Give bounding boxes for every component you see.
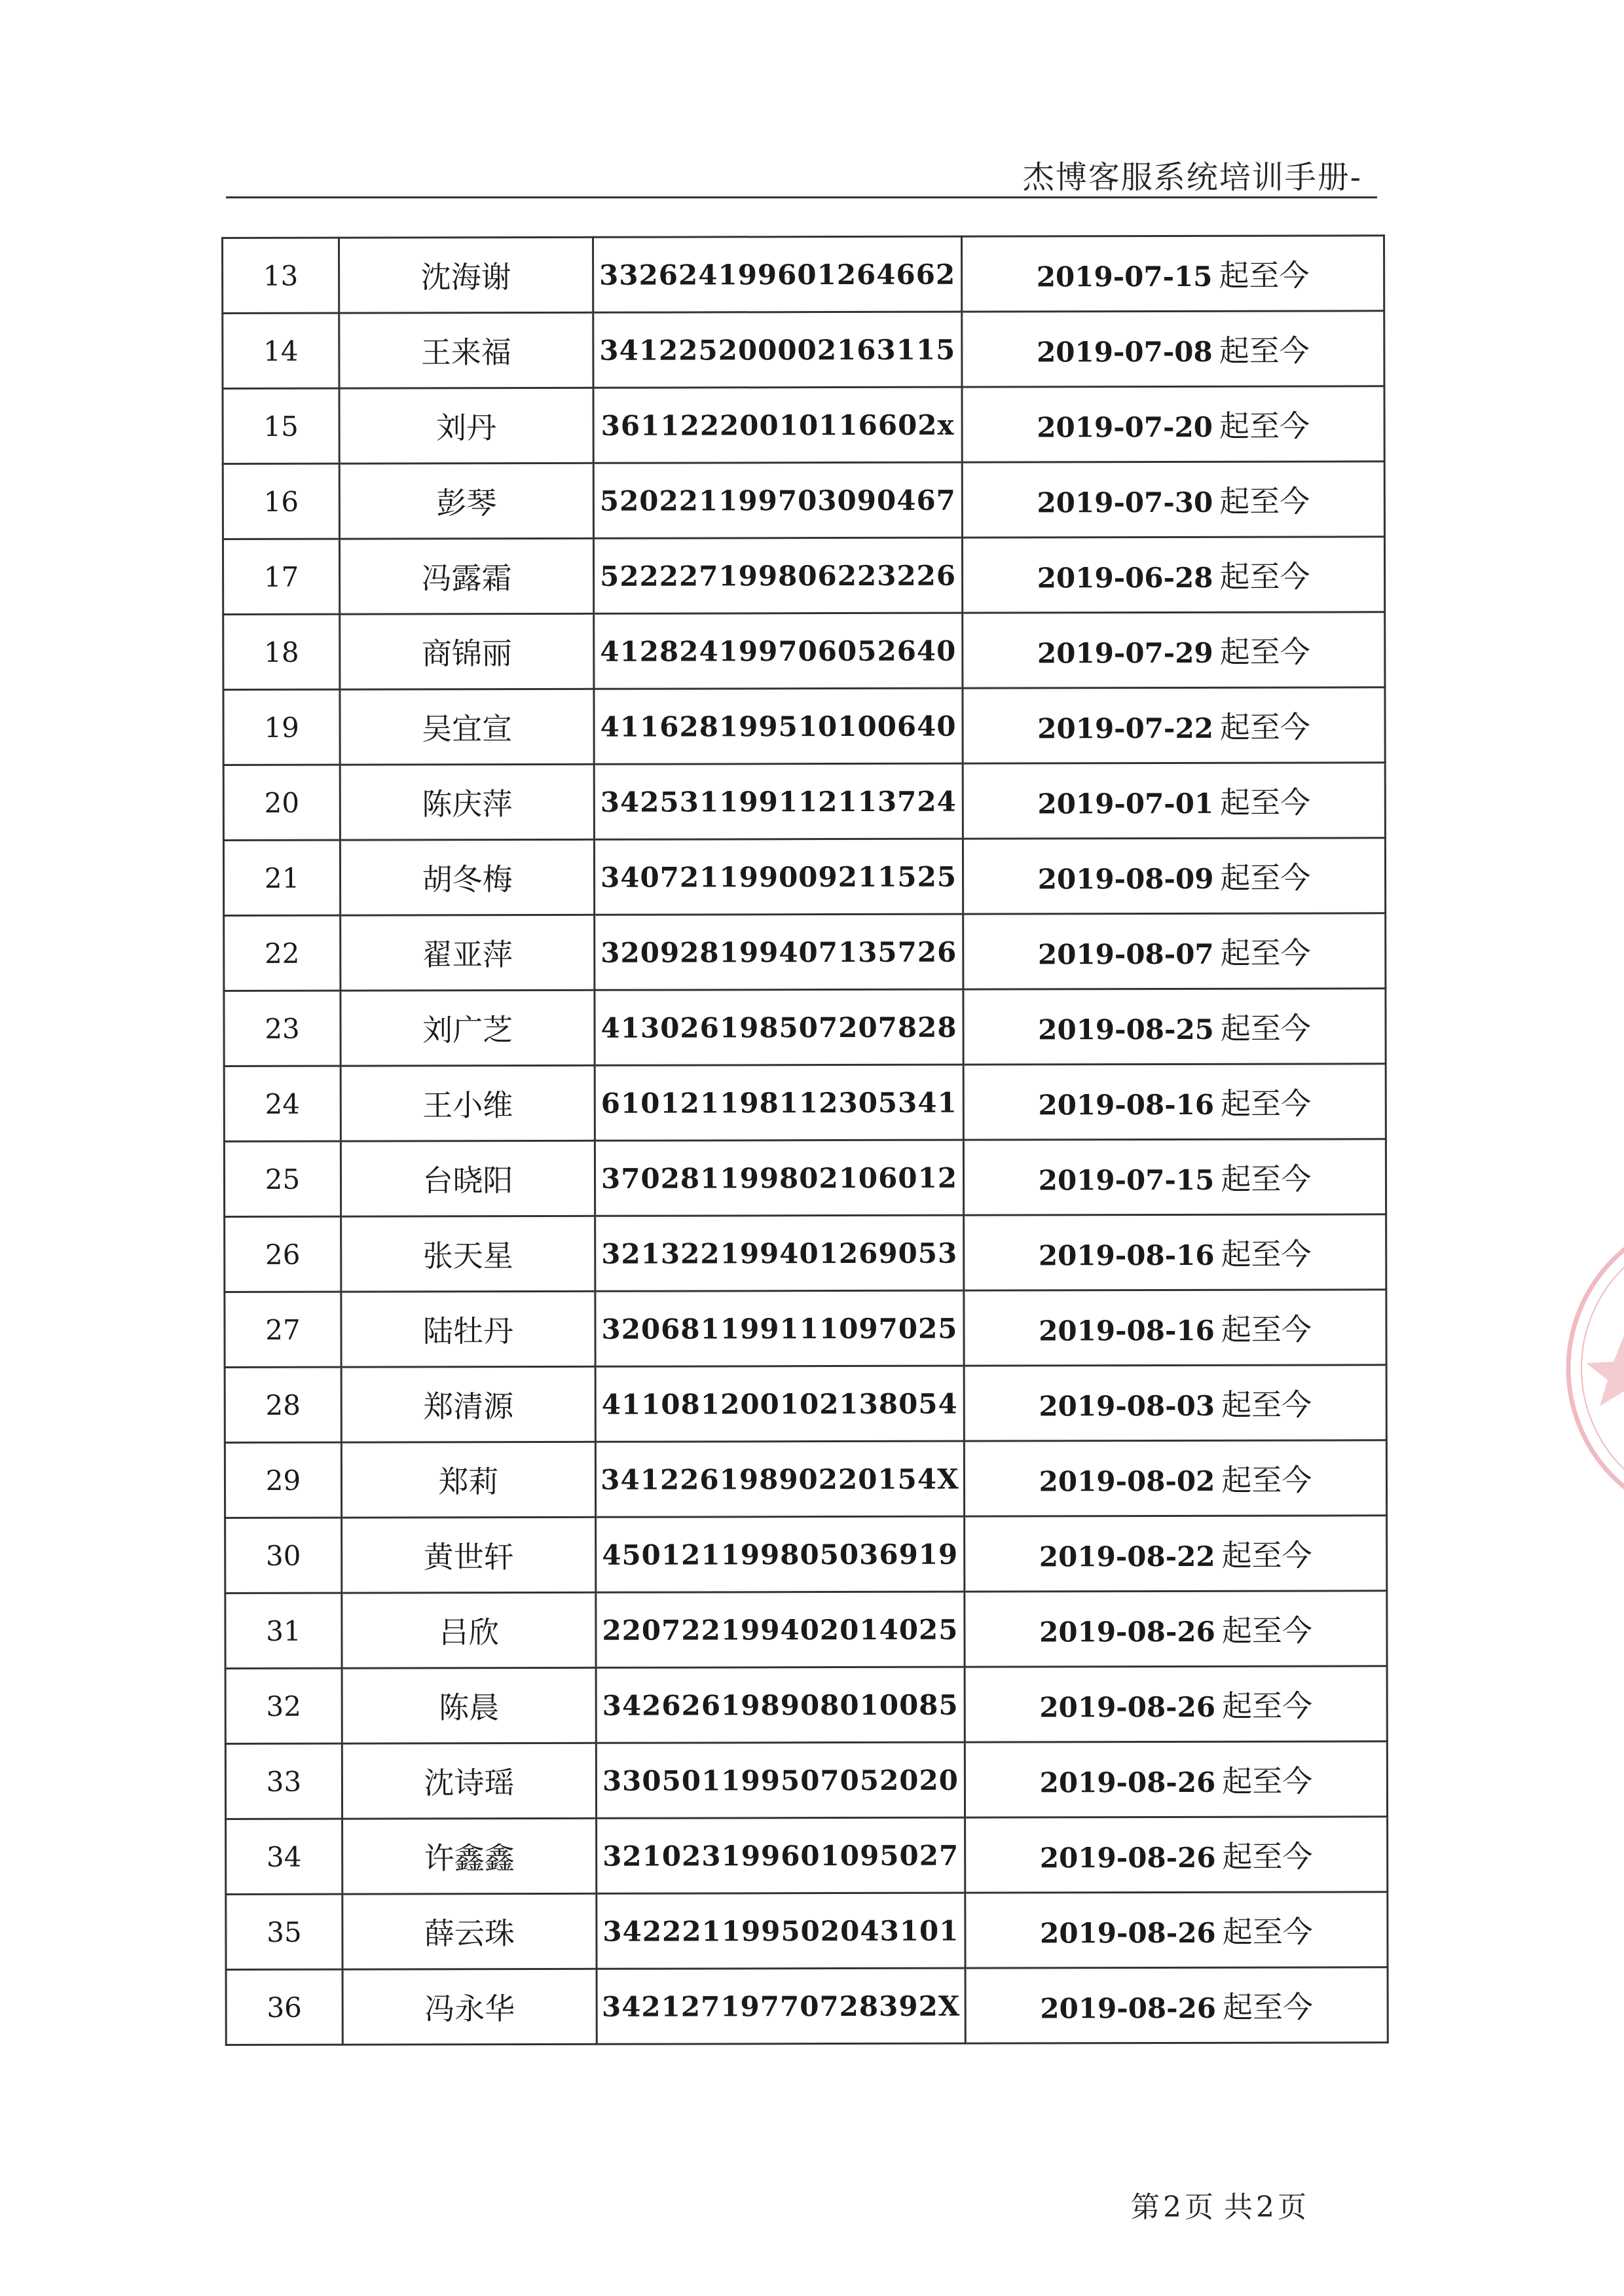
- id-number: 411628199510100640: [594, 688, 963, 764]
- employee-name: 沈诗瑶: [342, 1743, 596, 1819]
- employment-period: [965, 1967, 1388, 2043]
- start-date: 2019-08-22: [1039, 1540, 1215, 1573]
- row-number: 13: [223, 238, 339, 313]
- table-row: [224, 1064, 1386, 1142]
- employee-name: 刘广芝: [341, 990, 595, 1066]
- table-row: [225, 1290, 1386, 1368]
- row-number: 18: [223, 614, 340, 689]
- row-number: 33: [225, 1743, 342, 1819]
- table-row: [226, 1892, 1388, 1970]
- start-date: 2019-06-28: [1037, 561, 1213, 594]
- table-row: [223, 838, 1385, 916]
- employee-name: 胡冬梅: [340, 839, 594, 915]
- employee-name: 吕欣: [342, 1592, 596, 1668]
- table-row: [225, 1516, 1387, 1594]
- page-current: 2: [1163, 2191, 1182, 2224]
- date-suffix: 起至今: [1219, 257, 1310, 293]
- id-number: 520221199703090467: [593, 462, 962, 538]
- employment-period: [965, 1666, 1387, 1742]
- start-date: 2019-07-15: [1038, 1163, 1215, 1197]
- id-number: 342531199112113724: [594, 763, 963, 839]
- date-suffix: 起至今: [1222, 1838, 1313, 1874]
- id-number: 412824199706052640: [594, 613, 963, 689]
- employee-name: 张天星: [341, 1216, 595, 1292]
- date-suffix: 起至今: [1220, 784, 1311, 820]
- date-suffix: 起至今: [1222, 1989, 1314, 2025]
- employee-name: 冯露霜: [339, 538, 593, 614]
- employee-name: 王小维: [341, 1065, 595, 1141]
- id-number: 321322199401269053: [595, 1215, 964, 1291]
- start-date: 2019-07-01: [1037, 787, 1214, 820]
- start-date: 2019-08-25: [1038, 1013, 1214, 1046]
- start-date: 2019-08-26: [1039, 1766, 1216, 1799]
- id-number: 342626198908010085: [596, 1667, 965, 1743]
- table-row: [224, 1139, 1386, 1217]
- employment-period: [965, 1591, 1387, 1667]
- date-suffix: 起至今: [1220, 935, 1311, 971]
- table-row: [225, 1214, 1386, 1292]
- page-prefix: 第: [1131, 2191, 1160, 2224]
- start-date: 2019-07-30: [1037, 486, 1213, 519]
- id-number: 450121199805036919: [596, 1516, 965, 1592]
- table-row: [226, 1817, 1388, 1895]
- employee-name: 陆牡丹: [341, 1291, 595, 1367]
- employment-period: [962, 311, 1384, 387]
- start-date: 2019-08-07: [1037, 938, 1214, 971]
- id-number: 332624199601264662: [593, 236, 962, 312]
- table-row: [225, 1741, 1387, 1819]
- page-mid: 页 共: [1185, 2191, 1253, 2224]
- employee-name: 冯永华: [342, 1969, 597, 2045]
- date-suffix: 起至今: [1219, 483, 1310, 519]
- id-number: 36112220010116602x: [593, 387, 962, 463]
- date-suffix: 起至今: [1219, 408, 1310, 444]
- employee-name: 薛云珠: [342, 1893, 597, 1969]
- row-number: 30: [225, 1518, 342, 1593]
- page-suffix: 页: [1278, 2191, 1307, 2224]
- employee-name: 刘丹: [339, 388, 593, 464]
- employee-name: 许鑫鑫: [342, 1818, 597, 1894]
- start-date: 2019-08-26: [1039, 1615, 1215, 1649]
- id-number: 330501199507052020: [596, 1742, 965, 1818]
- table-row: [225, 1440, 1386, 1518]
- id-number: 320928199407135726: [595, 914, 963, 990]
- employment-period: [962, 236, 1384, 312]
- table-row: [223, 462, 1384, 539]
- employment-period: [965, 1817, 1388, 1893]
- date-suffix: 起至今: [1219, 558, 1310, 594]
- id-number: 610121198112305341: [595, 1065, 963, 1140]
- employee-name: 王来福: [339, 312, 593, 388]
- employment-period: [962, 462, 1384, 538]
- employment-period: [963, 913, 1386, 989]
- company-seal-stamp: [1526, 1198, 1624, 1539]
- id-number: 342221199502043101: [597, 1893, 965, 1969]
- row-number: 15: [223, 388, 339, 464]
- date-suffix: 起至今: [1221, 1537, 1312, 1573]
- row-number: 21: [223, 840, 340, 915]
- start-date: 2019-08-03: [1039, 1389, 1215, 1423]
- table-row: [225, 1365, 1386, 1443]
- date-suffix: 起至今: [1222, 1914, 1313, 1950]
- header-divider: [226, 196, 1377, 198]
- table-row: [223, 311, 1384, 389]
- id-number: 34122619890220154X: [595, 1441, 964, 1517]
- id-number: 413026198507207828: [595, 989, 963, 1065]
- date-suffix: 起至今: [1219, 709, 1310, 745]
- start-date: 2019-08-26: [1039, 1690, 1216, 1724]
- id-number: 340721199009211525: [594, 839, 963, 915]
- start-date: 2019-07-20: [1037, 410, 1213, 444]
- row-number: 28: [225, 1367, 341, 1442]
- table-row: [224, 913, 1386, 991]
- table-row: [223, 687, 1385, 765]
- date-suffix: 起至今: [1221, 1161, 1312, 1197]
- id-number: 522227199806223226: [593, 538, 962, 613]
- row-number: 31: [225, 1593, 342, 1668]
- start-date: 2019-07-22: [1037, 712, 1213, 745]
- page-number: [1130, 2183, 1308, 2225]
- start-date: 2019-08-16: [1038, 1088, 1215, 1121]
- employment-period: [964, 1214, 1386, 1290]
- employment-period: [964, 1440, 1386, 1516]
- employment-period: [965, 1892, 1388, 1968]
- row-number: 22: [224, 915, 341, 991]
- date-suffix: 起至今: [1220, 860, 1311, 896]
- employee-name: 商锦丽: [340, 613, 594, 689]
- table-row: [223, 612, 1385, 690]
- id-number: 220722199402014025: [596, 1592, 965, 1667]
- id-number: 34212719770728392X: [597, 1968, 965, 2044]
- employee-name: 吴宜宣: [340, 689, 594, 765]
- seal-star: [1586, 1336, 1624, 1406]
- employment-period: [963, 989, 1386, 1065]
- row-number: 23: [224, 991, 341, 1066]
- start-date: 2019-08-16: [1038, 1239, 1215, 1272]
- row-number: 32: [225, 1668, 342, 1743]
- start-date: 2019-08-02: [1039, 1465, 1215, 1498]
- start-date: 2019-08-26: [1040, 1916, 1216, 1950]
- employee-name: 郑清源: [341, 1366, 595, 1442]
- employee-name: 陈晨: [342, 1667, 596, 1743]
- table-row: [225, 1591, 1387, 1669]
- employee-name: 台晓阳: [341, 1140, 595, 1216]
- id-number: 341225200002163115: [593, 312, 962, 388]
- date-suffix: 起至今: [1219, 333, 1310, 369]
- employment-period: [964, 1290, 1386, 1366]
- employee-name: 黄世轩: [342, 1517, 596, 1593]
- employment-period: [962, 537, 1384, 613]
- date-suffix: 起至今: [1222, 1763, 1313, 1799]
- date-suffix: 起至今: [1221, 1311, 1312, 1347]
- date-suffix: 起至今: [1221, 1688, 1313, 1724]
- start-date: 2019-07-15: [1036, 260, 1213, 293]
- date-suffix: 起至今: [1221, 1387, 1312, 1423]
- employee-name: 彭琴: [339, 463, 593, 539]
- employee-name: 沈海谢: [339, 237, 593, 313]
- employment-period: [962, 386, 1384, 462]
- employment-period: [965, 1741, 1387, 1817]
- table-row: [224, 989, 1386, 1066]
- row-number: 36: [226, 1969, 342, 2045]
- employment-period: [964, 1365, 1386, 1441]
- row-number: 24: [224, 1066, 341, 1141]
- employee-name: 郑莉: [341, 1442, 595, 1518]
- date-suffix: 起至今: [1221, 1462, 1312, 1498]
- date-suffix: 起至今: [1221, 1236, 1312, 1272]
- row-number: 27: [225, 1292, 341, 1367]
- id-number: 411081200102138054: [595, 1366, 964, 1442]
- row-number: 34: [226, 1819, 342, 1894]
- employment-period: [963, 1064, 1386, 1140]
- table-row: [226, 1967, 1388, 2045]
- document-header-title: 杰博客服系统培训手册-: [1022, 159, 1362, 196]
- row-number: 25: [224, 1141, 341, 1216]
- id-number: 370281199802106012: [595, 1140, 963, 1216]
- employment-period: [965, 1516, 1387, 1592]
- row-number: 17: [223, 539, 339, 614]
- date-suffix: 起至今: [1221, 1085, 1312, 1121]
- employment-period: [963, 687, 1385, 763]
- start-date: 2019-08-09: [1037, 862, 1214, 896]
- employment-period: [963, 763, 1385, 839]
- row-number: 16: [223, 464, 339, 539]
- row-number: 19: [223, 689, 340, 765]
- employee-name: 翟亚萍: [341, 915, 595, 991]
- start-date: 2019-07-08: [1036, 335, 1213, 369]
- date-suffix: 起至今: [1219, 634, 1310, 670]
- start-date: 2019-08-16: [1039, 1314, 1215, 1347]
- employment-period: [963, 612, 1385, 688]
- start-date: 2019-08-26: [1040, 1992, 1217, 2025]
- employee-table: [221, 234, 1389, 2046]
- id-number: 321023199601095027: [597, 1817, 965, 1893]
- row-number: 35: [226, 1894, 342, 1969]
- table-row: [225, 1666, 1387, 1744]
- row-number: 26: [225, 1216, 341, 1292]
- row-number: 29: [225, 1442, 341, 1518]
- id-number: 320681199111097025: [595, 1290, 964, 1366]
- table-row: [223, 236, 1384, 314]
- table-row: [223, 763, 1385, 841]
- employee-name: 陈庆萍: [340, 764, 594, 840]
- date-suffix: 起至今: [1221, 1613, 1312, 1649]
- employment-period: [963, 838, 1385, 914]
- table-row: [223, 537, 1384, 615]
- date-suffix: 起至今: [1220, 1010, 1311, 1046]
- page-total: 2: [1256, 2191, 1275, 2224]
- start-date: 2019-07-29: [1037, 636, 1213, 670]
- start-date: 2019-08-26: [1039, 1841, 1216, 1874]
- row-number: 20: [223, 765, 340, 840]
- row-number: 14: [223, 313, 339, 388]
- table-row: [223, 386, 1384, 464]
- employment-period: [963, 1139, 1386, 1215]
